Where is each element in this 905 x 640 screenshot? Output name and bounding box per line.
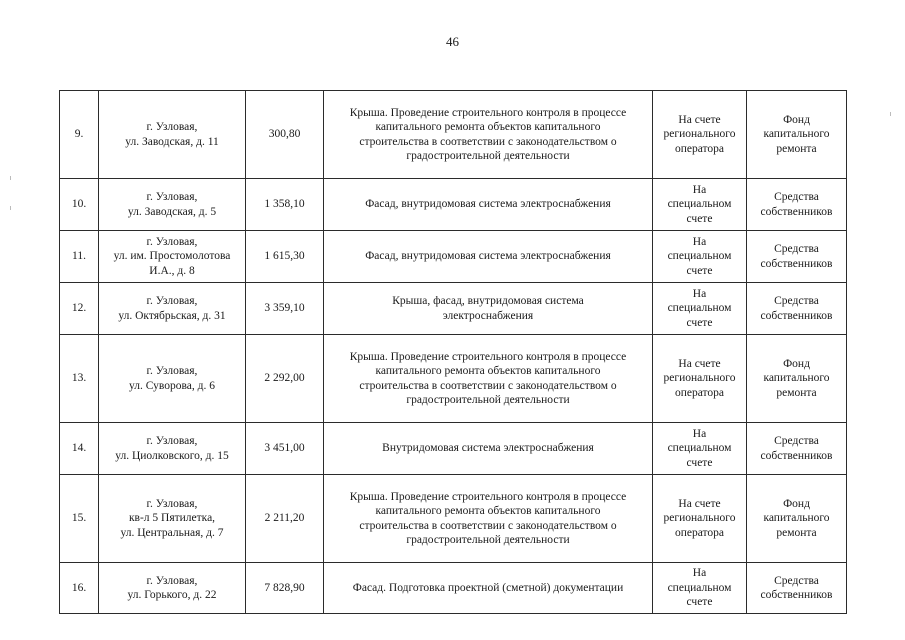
account-line: оператора <box>674 526 725 539</box>
account-cell <box>653 335 747 423</box>
work-type-line: капитального ремонта объектов капитального <box>375 505 601 517</box>
table-row <box>60 335 847 423</box>
account-line: оператора <box>674 386 725 399</box>
work-type-line: электроснабжения <box>442 309 534 322</box>
funding-source-cell <box>747 91 847 179</box>
funding-source-line: ремонта <box>776 142 817 155</box>
work-type-line: строительства в соответствии с законодательством о <box>359 519 617 532</box>
address-line: ул. им. Простомолотова <box>113 250 231 263</box>
account-cell <box>653 283 747 335</box>
work-type-cell <box>324 283 653 335</box>
table-row <box>60 283 847 335</box>
funding-source-line: ремонта <box>776 526 817 539</box>
account-line: На <box>692 567 707 580</box>
funding-source-line: собственников <box>760 589 833 601</box>
work-type-line: Фасад. Подготовка проектной (сметной) документации <box>352 581 624 594</box>
address-line: г. Узловая, <box>146 497 198 510</box>
work-type-cell <box>324 91 653 179</box>
funding-source-line: капитального <box>763 372 830 385</box>
address-line: ул. Центральная, д. 7 <box>120 526 224 539</box>
account-line: специальном <box>667 581 732 594</box>
account-line: На <box>692 183 707 196</box>
work-type-line: Крыша, фасад, внутридомовая система <box>392 295 584 307</box>
funding-source-cell <box>747 563 847 614</box>
account-line: счете <box>686 316 713 329</box>
work-type-line: Фасад, внутридомовая система электроснабжения <box>365 250 611 263</box>
table-row <box>60 423 847 475</box>
account-line: счете <box>686 596 713 609</box>
work-type-line: капитального ремонта объектов капитального <box>375 121 601 133</box>
account-cell <box>653 231 747 283</box>
table-body <box>60 91 847 614</box>
work-type-line: капитального ремонта объектов капитального <box>375 365 601 377</box>
work-type-line: строительства в соответствии с законодательством о <box>359 135 617 148</box>
account-cell <box>653 179 747 231</box>
repair-schedule-table <box>59 90 847 614</box>
row-number-cell: 9. <box>60 91 99 179</box>
address-line: г. Узловая, <box>146 295 198 307</box>
address-cell <box>99 563 246 614</box>
funding-source-line: собственников <box>760 449 833 462</box>
funding-source-cell <box>747 423 847 475</box>
account-line: регионального <box>663 372 736 385</box>
funding-source-line: Средства <box>774 243 819 255</box>
account-cell <box>653 423 747 475</box>
account-line: счете <box>686 264 713 277</box>
table-row <box>60 231 847 283</box>
funding-source-line: Средства <box>774 295 819 307</box>
address-line: г. Узловая, <box>146 435 198 447</box>
funding-source-line: собственников <box>760 205 833 218</box>
row-number-cell: 15. <box>60 475 99 563</box>
address-line: ул. Октябрьская, д. 31 <box>118 309 226 322</box>
work-type-line: Фасад, внутридомовая система электроснабжения <box>365 198 611 211</box>
address-line: ул. Циолковского, д. 15 <box>115 449 229 462</box>
address-line: ул. Заводская, д. 5 <box>127 205 217 218</box>
funding-source-cell <box>747 283 847 335</box>
address-cell <box>99 231 246 283</box>
work-type-cell <box>324 231 653 283</box>
work-type-cell <box>324 475 653 563</box>
address-line: ул. Горького, д. 22 <box>127 589 217 601</box>
funding-source-line: собственников <box>760 309 833 322</box>
address-cell <box>99 91 246 179</box>
area-cell: 1 615,30 <box>246 231 324 283</box>
account-line: специальном <box>667 198 732 211</box>
address-cell <box>99 335 246 423</box>
account-line: На <box>692 287 707 300</box>
funding-source-cell <box>747 475 847 563</box>
row-number-cell: 11. <box>60 231 99 283</box>
funding-source-cell <box>747 335 847 423</box>
work-type-line: Крыша. Проведение строительного контроля в процессе <box>349 350 627 363</box>
work-type-cell <box>324 179 653 231</box>
page-number: 46 <box>446 34 459 49</box>
funding-source-line: собственников <box>760 257 833 270</box>
account-cell <box>653 91 747 179</box>
account-line: счете <box>686 456 713 469</box>
funding-source-line: Средства <box>774 435 819 447</box>
area-cell: 3 359,10 <box>246 283 324 335</box>
funding-source-line: Фонд <box>783 113 810 126</box>
funding-source-line: Фонд <box>783 357 810 370</box>
account-line: регионального <box>663 512 736 525</box>
account-line: специальном <box>667 302 732 315</box>
row-number-cell: 16. <box>60 563 99 614</box>
work-type-line: строительства в соответствии с законодательством о <box>359 379 617 392</box>
address-line: ул. Заводская, д. 11 <box>125 135 219 148</box>
work-type-cell <box>324 335 653 423</box>
work-type-cell <box>324 563 653 614</box>
account-line: На <box>692 235 707 248</box>
funding-source-cell <box>747 231 847 283</box>
account-line: специальном <box>667 442 732 455</box>
account-line: счете <box>686 212 713 225</box>
address-line: кв-л 5 Пятилетка, <box>128 512 216 525</box>
account-line: На <box>692 427 707 440</box>
address-cell <box>99 475 246 563</box>
work-type-line: градостроительной деятельности <box>406 394 570 406</box>
area-cell: 7 828,90 <box>246 563 324 614</box>
area-cell: 1 358,10 <box>246 179 324 231</box>
funding-source-line: капитального <box>763 512 830 525</box>
work-type-line: Внутридомовая система электроснабжения <box>382 442 594 455</box>
scan-mark-right <box>890 112 891 116</box>
address-line: г. Узловая, <box>146 365 198 377</box>
address-cell <box>99 283 246 335</box>
table-row <box>60 563 847 614</box>
scan-mark-left <box>10 176 11 180</box>
address-line: ул. Суворова, д. 6 <box>129 379 215 392</box>
funding-source-line: Средства <box>774 574 819 587</box>
table-row <box>60 91 847 179</box>
address-line: г. Узловая, <box>146 121 198 133</box>
address-line: г. Узловая, <box>146 235 198 248</box>
account-line: На счете <box>678 357 721 370</box>
address-cell <box>99 423 246 475</box>
funding-source-line: капитального <box>763 128 830 141</box>
row-number-cell: 14. <box>60 423 99 475</box>
address-line: г. Узловая, <box>146 574 198 587</box>
account-cell <box>653 563 747 614</box>
area-cell: 2 292,00 <box>246 335 324 423</box>
area-cell: 2 211,20 <box>246 475 324 563</box>
funding-source-line: Фонд <box>783 497 810 510</box>
table-row <box>60 475 847 563</box>
address-line: И.А., д. 8 <box>149 264 195 277</box>
account-line: специальном <box>667 250 732 263</box>
address-cell <box>99 179 246 231</box>
area-cell: 3 451,00 <box>246 423 324 475</box>
table-row <box>60 179 847 231</box>
scan-mark-left-2 <box>10 206 11 210</box>
work-type-line: градостроительной деятельности <box>406 150 570 162</box>
account-line: оператора <box>674 142 725 155</box>
work-type-line: Крыша. Проведение строительного контроля в процессе <box>349 490 627 503</box>
area-cell: 300,80 <box>246 91 324 179</box>
work-type-cell <box>324 423 653 475</box>
funding-source-line: Средства <box>774 191 819 203</box>
address-line: г. Узловая, <box>146 191 198 203</box>
account-line: регионального <box>663 128 736 141</box>
funding-source-line: ремонта <box>776 386 817 399</box>
work-type-line: градостроительной деятельности <box>406 534 570 546</box>
account-line: На счете <box>678 497 721 510</box>
row-number-cell: 10. <box>60 179 99 231</box>
funding-source-cell <box>747 179 847 231</box>
work-type-line: Крыша. Проведение строительного контроля в процессе <box>349 106 627 119</box>
account-cell <box>653 475 747 563</box>
account-line: На счете <box>678 113 721 126</box>
row-number-cell: 13. <box>60 335 99 423</box>
row-number-cell: 12. <box>60 283 99 335</box>
